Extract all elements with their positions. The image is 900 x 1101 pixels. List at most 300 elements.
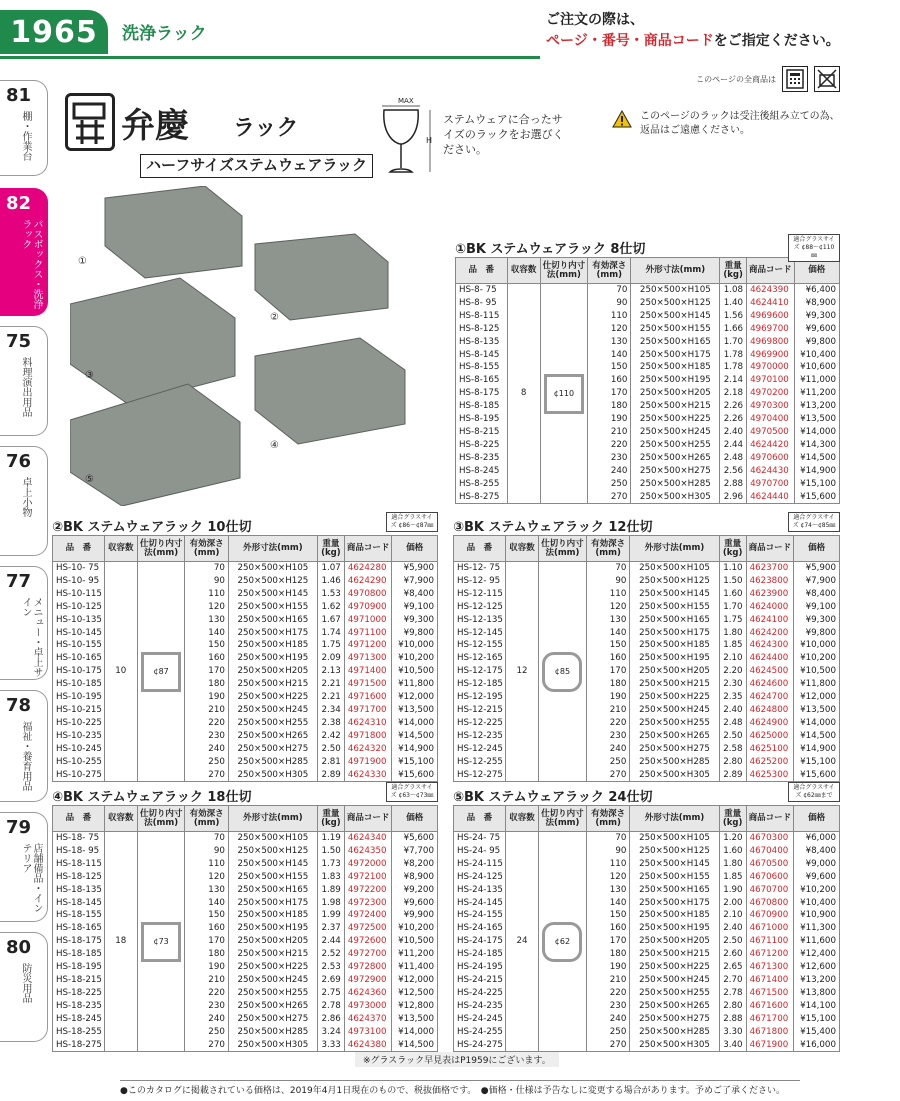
price: ¥10,200 bbox=[794, 884, 840, 897]
product-code: 4670300 bbox=[746, 832, 794, 845]
weight: 2.10 bbox=[719, 909, 746, 922]
effective-depth: 170 bbox=[586, 665, 630, 678]
effective-depth: 110 bbox=[586, 858, 630, 871]
divider-diameter: ¢87 bbox=[153, 666, 169, 676]
product-code: 4670800 bbox=[746, 897, 794, 910]
part-number: HS-10-215 bbox=[53, 704, 105, 717]
column-header: 有効深さ(mm) bbox=[185, 806, 228, 832]
weight: 1.07 bbox=[317, 562, 344, 575]
effective-depth: 150 bbox=[185, 639, 228, 652]
outer-dimensions: 250×500×H285 bbox=[630, 1026, 719, 1039]
effective-depth: 70 bbox=[588, 284, 631, 297]
price: ¥9,100 bbox=[794, 601, 840, 614]
weight: 1.99 bbox=[317, 909, 344, 922]
capacity: 10 bbox=[104, 562, 137, 782]
price: ¥10,000 bbox=[794, 639, 840, 652]
product-code: 4971400 bbox=[344, 665, 392, 678]
weight: 2.88 bbox=[720, 478, 747, 491]
column-header: 重量(kg) bbox=[719, 536, 746, 562]
weight: 1.75 bbox=[317, 639, 344, 652]
all-items-icons bbox=[696, 66, 840, 92]
no-return-icon bbox=[814, 66, 840, 92]
effective-depth: 130 bbox=[586, 884, 630, 897]
effective-depth: 130 bbox=[185, 884, 228, 897]
product-code: 4972000 bbox=[344, 858, 392, 871]
outer-dimensions: 250×500×H145 bbox=[228, 588, 317, 601]
outer-dimensions: 250×500×H275 bbox=[630, 1013, 719, 1026]
price: ¥10,200 bbox=[392, 922, 438, 935]
part-number: HS-10-195 bbox=[53, 691, 105, 704]
effective-depth: 250 bbox=[586, 756, 630, 769]
weight: 2.37 bbox=[317, 922, 344, 935]
side-tab-number: 81 bbox=[6, 85, 32, 106]
part-number: HS-12-125 bbox=[454, 601, 506, 614]
outer-dimensions: 250×500×H145 bbox=[228, 858, 317, 871]
product-code: 4971300 bbox=[344, 652, 392, 665]
table-header bbox=[53, 806, 438, 832]
outer-dimensions: 250×500×H305 bbox=[630, 769, 719, 782]
effective-depth: 210 bbox=[586, 704, 630, 717]
price: ¥10,500 bbox=[392, 935, 438, 948]
effective-depth: 130 bbox=[185, 614, 228, 627]
side-tab-label: 卓上小物 bbox=[20, 477, 31, 517]
effective-depth: 180 bbox=[588, 400, 631, 413]
outer-dimensions: 250×500×H225 bbox=[630, 691, 719, 704]
effective-depth: 150 bbox=[586, 909, 630, 922]
all-items-label: このページの全商品は bbox=[696, 74, 776, 84]
outer-dimensions: 250×500×H245 bbox=[228, 704, 317, 717]
outer-dimensions: 250×500×H255 bbox=[630, 717, 719, 730]
product-code: 4625000 bbox=[746, 730, 794, 743]
part-number: HS-12-255 bbox=[454, 756, 506, 769]
part-number: HS-12-195 bbox=[454, 691, 506, 704]
product-code: 4625300 bbox=[746, 769, 794, 782]
column-header: 仕切り内寸法(mm) bbox=[137, 536, 185, 562]
weight: 2.96 bbox=[720, 491, 747, 504]
column-header: 外形寸法(mm) bbox=[630, 806, 719, 832]
price: ¥14,100 bbox=[794, 1000, 840, 1013]
divider-diagram bbox=[137, 562, 185, 782]
side-tab-77[interactable] bbox=[0, 566, 48, 680]
column-header: 品 番 bbox=[53, 806, 105, 832]
product-code: 4671900 bbox=[746, 1039, 794, 1052]
side-tab-number: 77 bbox=[6, 571, 32, 592]
effective-depth: 110 bbox=[588, 310, 631, 323]
price: ¥12,800 bbox=[392, 1000, 438, 1013]
part-number: HS-12-235 bbox=[454, 730, 506, 743]
effective-depth: 240 bbox=[586, 743, 630, 756]
outer-dimensions: 250×500×H265 bbox=[630, 730, 719, 743]
weight: 2.89 bbox=[317, 769, 344, 782]
price: ¥8,900 bbox=[794, 297, 839, 310]
outer-dimensions: 250×500×H185 bbox=[630, 639, 719, 652]
outer-dimensions: 250×500×H265 bbox=[631, 452, 720, 465]
product-code: 4972700 bbox=[344, 948, 392, 961]
weight: 2.48 bbox=[719, 717, 746, 730]
part-number: HS-18-195 bbox=[53, 961, 105, 974]
part-number: HS-10-155 bbox=[53, 639, 105, 652]
photo-label-2: ② bbox=[270, 312, 279, 323]
price: ¥12,600 bbox=[794, 961, 840, 974]
catalog-notice: ●このカタログに掲載されている価格は、2019年4月1日現在のもので、税抜価格です。 ●価格・仕様は予告なしに変更する場合があります。予めご了承ください。 bbox=[120, 1080, 800, 1096]
column-header: 仕切り内寸法(mm) bbox=[540, 258, 587, 284]
outer-dimensions: 250×500×H225 bbox=[630, 961, 719, 974]
column-header: 商品コード bbox=[747, 258, 794, 284]
product-code: 4972900 bbox=[344, 974, 392, 987]
price: ¥9,900 bbox=[392, 909, 438, 922]
side-tab-78[interactable] bbox=[0, 690, 48, 802]
part-number: HS-18-185 bbox=[53, 948, 105, 961]
product-code: 4624900 bbox=[746, 717, 794, 730]
category-title: 洗浄ラック bbox=[122, 24, 207, 44]
product-code: 4970700 bbox=[747, 478, 794, 491]
outer-dimensions: 250×500×H205 bbox=[630, 665, 719, 678]
weight: 2.14 bbox=[720, 374, 747, 387]
outer-dimensions: 250×500×H185 bbox=[631, 361, 720, 374]
rack-section-2 bbox=[52, 516, 438, 782]
price: ¥12,000 bbox=[392, 974, 438, 987]
effective-depth: 90 bbox=[185, 845, 228, 858]
weight: 2.21 bbox=[317, 678, 344, 691]
weight: 1.70 bbox=[719, 601, 746, 614]
table-header bbox=[454, 806, 840, 832]
price: ¥9,000 bbox=[794, 858, 840, 871]
product-code: 4624700 bbox=[746, 691, 794, 704]
column-header: 仕切り内寸法(mm) bbox=[539, 536, 587, 562]
part-number: HS-18-225 bbox=[53, 987, 105, 1000]
product-code: 4972600 bbox=[344, 935, 392, 948]
price: ¥15,100 bbox=[794, 756, 840, 769]
weight: 3.40 bbox=[719, 1039, 746, 1052]
price: ¥8,400 bbox=[794, 845, 840, 858]
product-code: 4671100 bbox=[746, 935, 794, 948]
part-number: HS-12-245 bbox=[454, 743, 506, 756]
price: ¥14,000 bbox=[794, 717, 840, 730]
outer-dimensions: 250×500×H175 bbox=[630, 627, 719, 640]
outer-dimensions: 250×500×H265 bbox=[630, 1000, 719, 1013]
part-number: HS-12- 75 bbox=[454, 562, 506, 575]
part-number: HS-8-195 bbox=[456, 413, 508, 426]
price: ¥13,200 bbox=[794, 400, 839, 413]
outer-dimensions: 250×500×H215 bbox=[228, 948, 317, 961]
part-number: HS-18-255 bbox=[53, 1026, 105, 1039]
price: ¥10,400 bbox=[794, 349, 839, 362]
price: ¥10,600 bbox=[794, 361, 839, 374]
product-code: 4972400 bbox=[344, 909, 392, 922]
outer-dimensions: 250×500×H205 bbox=[630, 935, 719, 948]
price: ¥12,500 bbox=[392, 987, 438, 1000]
price: ¥15,100 bbox=[392, 756, 438, 769]
price: ¥9,100 bbox=[392, 601, 438, 614]
price: ¥13,500 bbox=[392, 704, 438, 717]
weight: 2.13 bbox=[317, 665, 344, 678]
price: ¥15,600 bbox=[794, 491, 839, 504]
effective-depth: 140 bbox=[586, 627, 630, 640]
weight: 2.26 bbox=[720, 400, 747, 413]
photo-label-4: ④ bbox=[270, 440, 279, 451]
outer-dimensions: 250×500×H145 bbox=[630, 858, 719, 871]
product-code: 4970600 bbox=[747, 452, 794, 465]
part-number: HS-8-225 bbox=[456, 439, 508, 452]
effective-depth: 170 bbox=[586, 935, 630, 948]
side-tab-76[interactable] bbox=[0, 446, 48, 556]
effective-depth: 270 bbox=[185, 769, 228, 782]
product-code: 4671600 bbox=[746, 1000, 794, 1013]
table-header bbox=[53, 536, 438, 562]
effective-depth: 250 bbox=[185, 1026, 228, 1039]
product-code: 4969700 bbox=[747, 323, 794, 336]
outer-dimensions: 250×500×H275 bbox=[631, 465, 720, 478]
part-number: HS-10-275 bbox=[53, 769, 105, 782]
weight: 2.80 bbox=[719, 756, 746, 769]
effective-depth: 220 bbox=[586, 717, 630, 730]
part-number: HS-24-245 bbox=[454, 1013, 506, 1026]
effective-depth: 90 bbox=[588, 297, 631, 310]
divider-diameter: ¢110 bbox=[553, 388, 575, 398]
part-number: HS-10-175 bbox=[53, 665, 105, 678]
product-code: 4971000 bbox=[344, 614, 392, 627]
weight: 1.78 bbox=[720, 361, 747, 374]
column-header: 外形寸法(mm) bbox=[631, 258, 720, 284]
product-code: 4623700 bbox=[746, 562, 794, 575]
product-code: 4971600 bbox=[344, 691, 392, 704]
glass-diagram bbox=[376, 96, 438, 178]
side-tab-81[interactable] bbox=[0, 80, 48, 176]
effective-depth: 170 bbox=[185, 935, 228, 948]
divider-diameter: ¢62 bbox=[554, 936, 571, 946]
weight: 1.56 bbox=[720, 310, 747, 323]
product-code: 4671700 bbox=[746, 1013, 794, 1026]
price: ¥10,500 bbox=[794, 665, 840, 678]
weight: 2.75 bbox=[317, 987, 344, 1000]
section-title: ③BK ステムウェアラック 12仕切 bbox=[453, 520, 653, 535]
outer-dimensions: 250×500×H165 bbox=[228, 614, 317, 627]
rack-section-1 bbox=[455, 238, 840, 504]
outer-dimensions: 250×500×H105 bbox=[630, 832, 719, 845]
effective-depth: 140 bbox=[185, 897, 228, 910]
outer-dimensions: 250×500×H305 bbox=[228, 769, 317, 782]
outer-dimensions: 250×500×H275 bbox=[228, 743, 317, 756]
price: ¥11,200 bbox=[392, 948, 438, 961]
effective-depth: 230 bbox=[185, 1000, 228, 1013]
effective-depth: 230 bbox=[185, 730, 228, 743]
weight: 1.08 bbox=[720, 284, 747, 297]
part-number: HS-24- 75 bbox=[454, 832, 506, 845]
part-number: HS-18-135 bbox=[53, 884, 105, 897]
outer-dimensions: 250×500×H125 bbox=[228, 575, 317, 588]
part-number: HS-8-135 bbox=[456, 336, 508, 349]
product-code: 4624420 bbox=[747, 439, 794, 452]
effective-depth: 170 bbox=[185, 665, 228, 678]
capacity: 8 bbox=[507, 284, 540, 504]
outer-dimensions: 250×500×H155 bbox=[631, 323, 720, 336]
effective-depth: 160 bbox=[588, 374, 631, 387]
outer-dimensions: 250×500×H185 bbox=[228, 639, 317, 652]
side-tab-label: パスボックス・洗浄ラック bbox=[20, 219, 42, 309]
weight: 2.60 bbox=[719, 948, 746, 961]
weight: 1.62 bbox=[317, 601, 344, 614]
capacity: 24 bbox=[505, 832, 538, 1052]
glass-reference-note: ※グラスラック早見表はP1959にございます。 bbox=[355, 1052, 559, 1067]
product-code: 4624000 bbox=[746, 601, 794, 614]
part-number: HS-12-175 bbox=[454, 665, 506, 678]
weight: 1.89 bbox=[317, 884, 344, 897]
part-number: HS-10-185 bbox=[53, 678, 105, 691]
weight: 2.40 bbox=[720, 426, 747, 439]
effective-depth: 240 bbox=[586, 1013, 630, 1026]
page-header bbox=[0, 0, 900, 62]
effective-depth: 140 bbox=[586, 897, 630, 910]
price: ¥11,800 bbox=[392, 678, 438, 691]
divider-diagram bbox=[540, 284, 587, 504]
outer-dimensions: 250×500×H165 bbox=[228, 884, 317, 897]
side-tab-82[interactable] bbox=[0, 188, 48, 316]
side-tab-75[interactable] bbox=[0, 326, 48, 436]
outer-dimensions: 250×500×H185 bbox=[228, 909, 317, 922]
part-number: HS-24-255 bbox=[454, 1026, 506, 1039]
product-code: 4970000 bbox=[747, 361, 794, 374]
price: ¥8,400 bbox=[392, 588, 438, 601]
product-code: 4671300 bbox=[746, 961, 794, 974]
outer-dimensions: 250×500×H125 bbox=[630, 845, 719, 858]
side-tab-79[interactable] bbox=[0, 812, 48, 922]
price: ¥10,500 bbox=[392, 665, 438, 678]
price: ¥10,200 bbox=[392, 652, 438, 665]
effective-depth: 180 bbox=[586, 948, 630, 961]
effective-depth: 180 bbox=[185, 948, 228, 961]
part-number: HS-12-165 bbox=[454, 652, 506, 665]
effective-depth: 220 bbox=[185, 717, 228, 730]
part-number: HS-10- 75 bbox=[53, 562, 105, 575]
part-number: HS-18-235 bbox=[53, 1000, 105, 1013]
weight: 2.50 bbox=[719, 730, 746, 743]
weight: 2.34 bbox=[317, 704, 344, 717]
part-number: HS-10-165 bbox=[53, 652, 105, 665]
product-code: 4670600 bbox=[746, 871, 794, 884]
product-code: 4670400 bbox=[746, 845, 794, 858]
part-number: HS-18-125 bbox=[53, 871, 105, 884]
product-code: 4970400 bbox=[747, 413, 794, 426]
weight: 1.46 bbox=[317, 575, 344, 588]
weight: 2.00 bbox=[719, 897, 746, 910]
outer-dimensions: 250×500×H255 bbox=[631, 439, 720, 452]
weight: 1.20 bbox=[719, 832, 746, 845]
weight: 2.88 bbox=[719, 1013, 746, 1026]
outer-dimensions: 250×500×H265 bbox=[228, 730, 317, 743]
column-header: 重量(kg) bbox=[720, 258, 747, 284]
part-number: HS-12-155 bbox=[454, 639, 506, 652]
effective-depth: 250 bbox=[588, 478, 631, 491]
product-code: 4970200 bbox=[747, 387, 794, 400]
effective-depth: 110 bbox=[185, 588, 228, 601]
side-tab-label: 店舗備品・インテリア bbox=[20, 843, 42, 913]
product-code: 4624330 bbox=[344, 769, 392, 782]
part-number: HS-12-215 bbox=[454, 704, 506, 717]
warning-icon bbox=[612, 110, 632, 128]
brand-suffix: ラック bbox=[233, 116, 299, 141]
product-code: 4973000 bbox=[344, 1000, 392, 1013]
warning-text: このページのラックは受注後組み立ての為、返品はご遠慮ください。 bbox=[640, 111, 840, 136]
table-header bbox=[456, 258, 840, 284]
effective-depth: 140 bbox=[588, 349, 631, 362]
part-number: HS-8- 95 bbox=[456, 297, 508, 310]
outer-dimensions: 250×500×H195 bbox=[228, 922, 317, 935]
weight: 2.52 bbox=[317, 948, 344, 961]
outer-dimensions: 250×500×H215 bbox=[630, 948, 719, 961]
table-row bbox=[456, 284, 840, 297]
effective-depth: 210 bbox=[185, 704, 228, 717]
part-number: HS-12-145 bbox=[454, 627, 506, 640]
warning-note bbox=[612, 110, 840, 138]
product-code: 4624390 bbox=[747, 284, 794, 297]
table-header bbox=[454, 536, 840, 562]
column-header: 収容数 bbox=[505, 536, 538, 562]
photo-label-1: ① bbox=[78, 256, 87, 267]
part-number: HS-24-185 bbox=[454, 948, 506, 961]
part-number: HS-18- 95 bbox=[53, 845, 105, 858]
effective-depth: 150 bbox=[586, 639, 630, 652]
part-number: HS-24-125 bbox=[454, 871, 506, 884]
outer-dimensions: 250×500×H245 bbox=[630, 974, 719, 987]
order-note-red: ページ・番号・商品コード bbox=[546, 33, 714, 49]
column-header: 仕切り内寸法(mm) bbox=[137, 806, 185, 832]
price: ¥14,500 bbox=[392, 730, 438, 743]
outer-dimensions: 250×500×H195 bbox=[228, 652, 317, 665]
effective-depth: 210 bbox=[588, 426, 631, 439]
weight: 1.78 bbox=[720, 349, 747, 362]
fit-size-badge: 適合グラスサイズ ¢63〜¢73㎜ bbox=[386, 782, 438, 802]
weight: 2.80 bbox=[719, 1000, 746, 1013]
part-number: HS-8-125 bbox=[456, 323, 508, 336]
divider-diagram bbox=[539, 832, 587, 1052]
product-code: 4971700 bbox=[344, 704, 392, 717]
weight: 1.53 bbox=[317, 588, 344, 601]
outer-dimensions: 250×500×H205 bbox=[228, 935, 317, 948]
part-number: HS-10-245 bbox=[53, 743, 105, 756]
product-code: 4624400 bbox=[746, 652, 794, 665]
part-number: HS-18-215 bbox=[53, 974, 105, 987]
part-number: HS-24-225 bbox=[454, 987, 506, 1000]
effective-depth: 170 bbox=[588, 387, 631, 400]
effective-depth: 130 bbox=[588, 336, 631, 349]
weight: 1.70 bbox=[720, 336, 747, 349]
weight: 2.42 bbox=[317, 730, 344, 743]
part-number: HS-18-115 bbox=[53, 858, 105, 871]
weight: 1.73 bbox=[317, 858, 344, 871]
outer-dimensions: 250×500×H165 bbox=[630, 884, 719, 897]
weight: 1.75 bbox=[719, 614, 746, 627]
outer-dimensions: 250×500×H145 bbox=[630, 588, 719, 601]
weight: 1.67 bbox=[317, 614, 344, 627]
part-number: HS-8-245 bbox=[456, 465, 508, 478]
side-tab-number: 78 bbox=[6, 695, 32, 716]
price: ¥9,600 bbox=[794, 323, 839, 336]
side-tab-80[interactable] bbox=[0, 932, 48, 1042]
price: ¥15,600 bbox=[392, 769, 438, 782]
weight: 1.10 bbox=[719, 562, 746, 575]
weight: 1.74 bbox=[317, 627, 344, 640]
weight: 2.81 bbox=[317, 756, 344, 769]
effective-depth: 120 bbox=[586, 871, 630, 884]
effective-depth: 270 bbox=[588, 491, 631, 504]
outer-dimensions: 250×500×H215 bbox=[631, 400, 720, 413]
price: ¥7,900 bbox=[392, 575, 438, 588]
part-number: HS-24- 95 bbox=[454, 845, 506, 858]
outer-dimensions: 250×500×H175 bbox=[631, 349, 720, 362]
part-number: HS-18-145 bbox=[53, 897, 105, 910]
column-header: 品 番 bbox=[456, 258, 508, 284]
outer-dimensions: 250×500×H175 bbox=[630, 897, 719, 910]
